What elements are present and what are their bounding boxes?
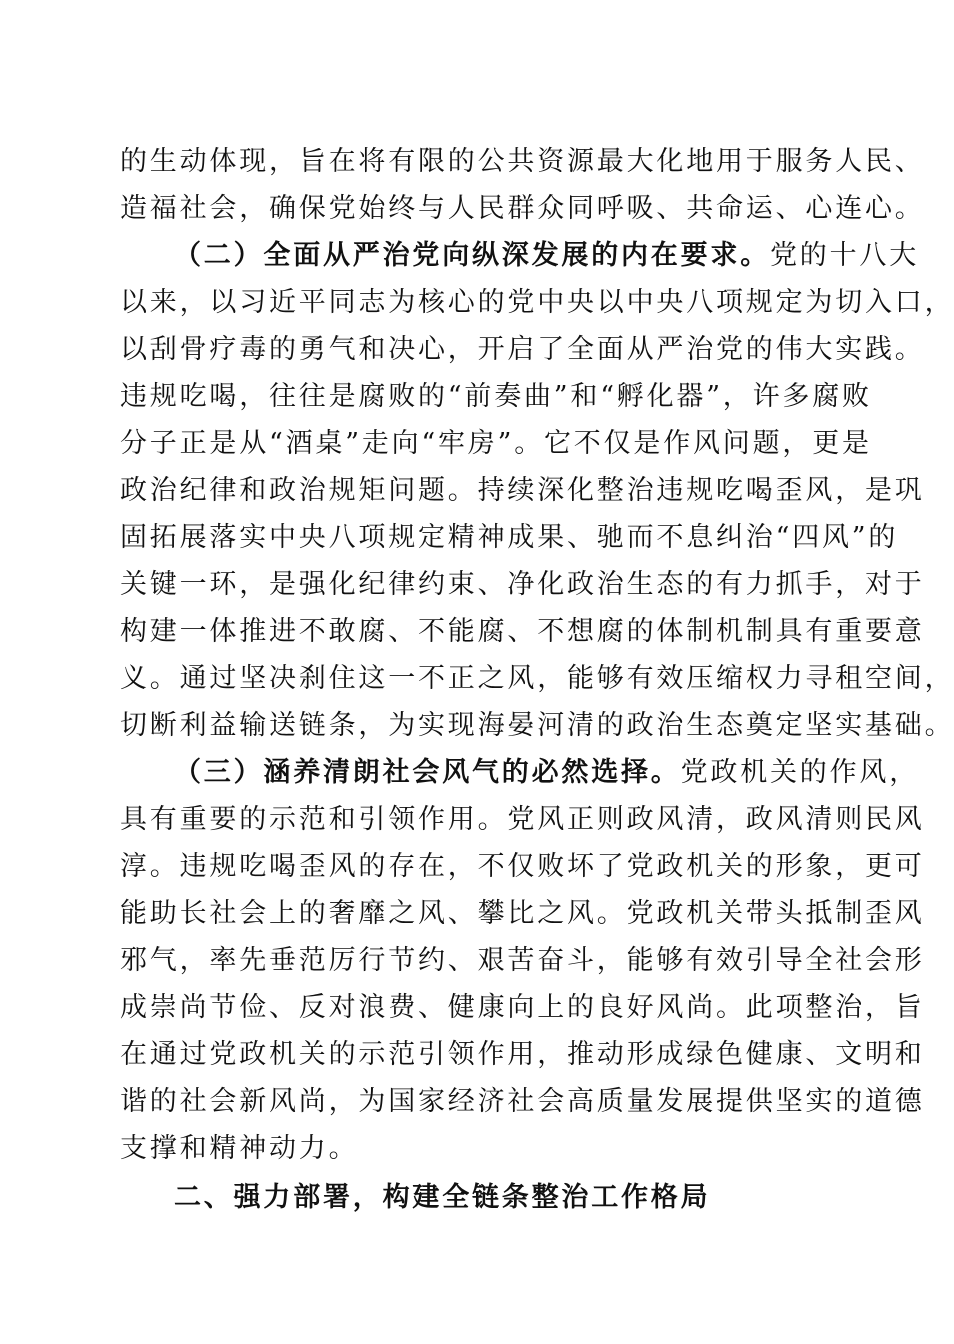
paragraph-3-line-7: 在通过党政机关的示范引领作用，推动形成绿色健康、文明和 [120, 1039, 925, 1070]
paragraph-1-line-2: 造福社会，确保党始终与人民群众同呼吸、共命运、心连心。 [120, 193, 925, 224]
paragraph-2-line-7: 固拓展落实中央八项规定精神成果、驰而不息纠治“四风”的 [120, 522, 899, 553]
paragraph-2-first-line [120, 232, 919, 279]
paragraph-3-first-line [120, 749, 920, 796]
paragraph-2-line-10: 义。通过坚决刹住这一不正之风，能够有效压缩权力寻租空间， [120, 663, 954, 694]
paragraph-2-line-9: 构建一体推进不敢腐、不能腐、不想腐的体制机制具有重要意 [120, 616, 925, 647]
document-body [120, 138, 954, 1221]
paragraph-3-line-8: 谐的社会新风尚，为国家经济社会高质量发展提供坚实的道德 [120, 1086, 925, 1117]
paragraph-3-line-5: 邪气，率先垂范厉行节约、艰苦奋斗，能够有效引导全社会形 [120, 945, 925, 976]
paragraph-2-line-3: 以刮骨疗毒的勇气和决心，开启了全面从严治党的伟大实践。 [120, 334, 925, 365]
paragraph-3-line-9: 支撑和精神动力。 [120, 1133, 359, 1164]
paragraph-3-line-6: 成崇尚节俭、反对浪费、健康向上的良好风尚。此项整治，旨 [120, 992, 925, 1023]
paragraph-3-line-3: 淳。违规吃喝歪风的存在，不仅败坏了党政机关的形象，更可 [120, 851, 925, 882]
paragraph-2-lead-heading: （二）全面从严治党向纵深发展的内在要求。 [174, 240, 770, 271]
paragraph-2-line-2: 以来，以习近平同志为核心的党中央以中央八项规定为切入口， [120, 287, 954, 318]
paragraph-2-line-6: 政治纪律和政治规矩问题。持续深化整治违规吃喝歪风，是巩 [120, 475, 925, 506]
section-heading: 二、强力部署，构建全链条整治工作格局 [174, 1182, 711, 1213]
paragraph-2-line-8: 关键一环，是强化纪律约束、净化政治生态的有力抓手，对于 [120, 569, 925, 600]
paragraph-3-lead-text: 党政机关的作风， [680, 757, 920, 788]
paragraph-2-line-4: 违规吃喝，往往是腐败的“前奏曲”和“孵化器”，许多腐败 [120, 381, 872, 412]
paragraph-2-line-5: 分子正是从“酒桌”走向“牢房”。它不仅是作风问题，更是 [120, 428, 872, 459]
paragraph-3-line-4: 能助长社会上的奢靡之风、攀比之风。党政机关带头抵制歪风 [120, 898, 925, 929]
paragraph-3-lead-heading: （三）涵养清朗社会风气的必然选择。 [174, 757, 681, 788]
paragraph-2-line-11: 切断利益输送链条，为实现海晏河清的政治生态奠定坚实基础。 [120, 710, 954, 741]
paragraph-1-line-1: 的生动体现，旨在将有限的公共资源最大化地用于服务人民、 [120, 146, 925, 177]
paragraph-3-line-2: 具有重要的示范和引领作用。党风正则政风清，政风清则民风 [120, 804, 925, 835]
paragraph-2-lead-text: 党的十八大 [770, 240, 919, 271]
